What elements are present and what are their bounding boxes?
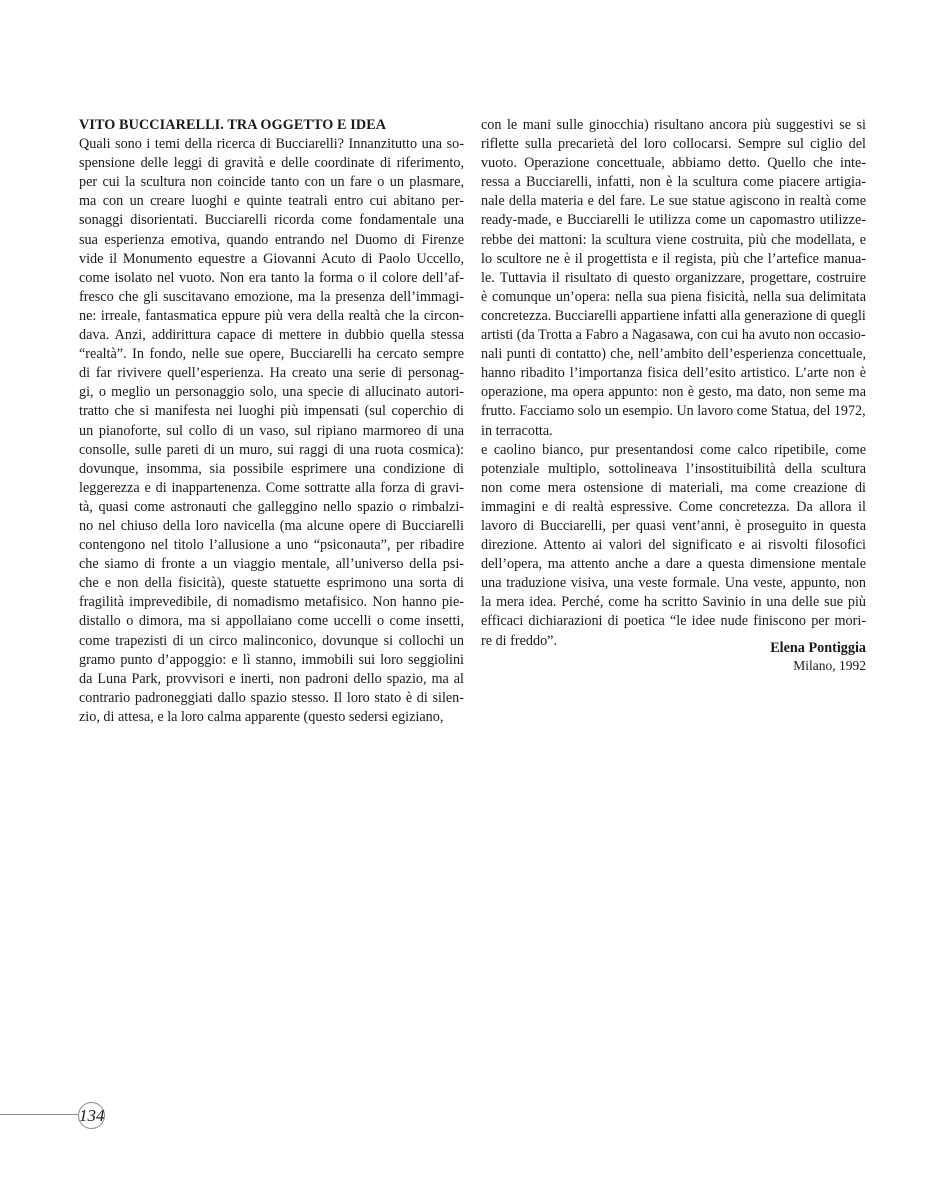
text-line: dava. Anzi, addirittura capace di mettere in dubbio quella stessa <box>79 327 464 344</box>
text-line: contengono nel titolo l’allusione a uno “psiconauta”, per ribadire <box>79 537 464 554</box>
right-column-body <box>481 116 866 651</box>
text-line: ma con un creare luoghi e quinte teatrali entro cui abitano per- <box>79 193 464 210</box>
text-line: leggerezza e di inappartenenza. Come sottratte alla forza di gravi- <box>79 479 464 496</box>
text-line: fresco che gli suscitavano emozione, ma la presenza dell’immagi- <box>79 288 464 305</box>
text-line: tratto che si manifesta nei luoghi più impensati (sul coperchio di <box>79 403 464 420</box>
text-line: per cui la scultura non coincide tanto con un fare o un plasmare, <box>79 174 464 191</box>
text-line: fragilità imprevedibile, di nomadismo metafisico. Non hanno pie- <box>79 594 464 611</box>
text-line: artisti (da Trotta a Fabro a Nagasawa, con cui ha avuto non occasio- <box>481 327 866 344</box>
text-line: gi, o meglio un personaggio solo, una specie di allucinato autori- <box>79 384 464 401</box>
text-line: frutto. Facciamo solo un esempio. Un lavoro come Statua, del 1972, <box>481 403 866 420</box>
text-line: di far rivivere quell’esperienza. Ha creato una serie di personag- <box>79 365 464 382</box>
text-line: “realtà”. In fondo, nelle sue opere, Bucciarelli ha cercato sempre <box>79 346 464 363</box>
text-line: con le mani sulle ginocchia) risultano ancora più suggestivi se si <box>481 117 866 133</box>
page-number: 134 <box>78 1102 105 1129</box>
text-line: zio, di attesa, e la loro calma apparente (questo sedersi egiziano, <box>79 708 444 725</box>
text-line: rebbe dei mattoni: la scultura viene costruita, più che modellata, e <box>481 231 866 248</box>
text-line: è comunque un’opera: nella sua piena fisicità, nella sua delimitata <box>481 288 866 305</box>
text-line: che e non della fisicità), queste statuette esprimono una sorta di <box>79 575 464 592</box>
place-date: Milano, 1992 <box>793 658 866 673</box>
text-line: re di freddo”. <box>481 632 558 649</box>
text-line: ready-made, e Bucciarelli le utilizza come un capomastro utilizze- <box>481 212 866 229</box>
text-line: Quali sono i temi della ricerca di Bucciarelli? Innanzitutto una so- <box>79 136 464 153</box>
text-line: vuoto. Operazione concettuale, abbiamo detto. Quello che inte- <box>481 155 866 172</box>
text-line: nale della materia e del fare. Le sue statue agiscono in realtà come <box>481 193 866 210</box>
text-line: come trapezisti di un circo malinconico, dovunque si collochi un <box>79 632 464 649</box>
left-column-body <box>79 135 464 727</box>
text-line: sonaggi disorientati. Bucciarelli ricorda come fondamentale una <box>79 212 464 229</box>
text-line: distallo o dimora, ma si appollaiano come uccelli o come insetti, <box>79 613 464 630</box>
text-line: non come mera ostensione di materiali, ma come creazione di <box>481 479 866 496</box>
article-title: VITO BUCCIARELLI. TRA OGGETTO E IDEA <box>79 117 387 133</box>
text-line: consolle, sulle pareti di un muro, sui raggi di una ruota cosmica): <box>79 441 464 458</box>
text-line: la mera idea. Perché, come ha scritto Savinio in una delle sue più <box>481 594 866 611</box>
text-line: lo scultore ne è il progettista e il regista, più che l’artefice manua- <box>481 250 866 267</box>
author-name: Elena Pontiggia <box>770 640 866 656</box>
text-line: e caolino bianco, pur presentandosi come calco ripetibile, come <box>481 441 866 458</box>
text-line: in terracotta. <box>481 422 553 439</box>
text-line: le. Tuttavia il risultato di questo organizzare, progettare, costruire <box>481 269 866 286</box>
text-line: ressa a Bucciarelli, infatti, non è la scultura come piacere artigia- <box>481 174 866 191</box>
left-column <box>79 116 464 727</box>
text-line: immagini e di realtà espressive. Come concretezza. Da allora il <box>481 498 866 515</box>
text-line: da Luna Park, provvisori e inerti, non padroni dello spazio, ma al <box>79 670 464 687</box>
text-line: tà, quasi come astronauti che galleggino nello spazio o rimbalzi- <box>79 498 464 515</box>
text-line: dell’opera, ma attento anche a dare a questa dimensione mentale <box>481 556 866 573</box>
text-line: efficaci dichiarazioni di poetica “le idee nude finiscono per mori- <box>481 613 866 630</box>
text-line: operazione, ma opera appunto: non è gesto, ma dato, non seme ma <box>481 384 866 401</box>
text-line: vide il Monumento equestre a Giovanni Acuto di Paolo Uccello, <box>79 250 464 267</box>
text-line: lavoro di Bucciarelli, per quasi vent’anni, è proseguito in questa <box>481 517 866 534</box>
text-line: concretezza. Bucciarelli appartiene infatti alla generazione di quegli <box>481 307 866 324</box>
text-line: come isolato nel vuoto. Non era tanto la forma o il colore dell’af- <box>79 269 464 286</box>
folio-rule <box>0 1114 80 1115</box>
text-line: gramo punto d’appoggio: e lì stanno, immobili sui loro seggiolini <box>79 651 464 668</box>
signature <box>770 640 866 674</box>
text-line: spensione delle leggi di gravità e delle coordinate di riferimento, <box>79 155 464 172</box>
text-line: no nel chiuso della loro navicella (ma alcune opere di Bucciarelli <box>79 517 464 534</box>
text-line: riflette sulla precarietà del loro collocarsi. Sempre sul ciglio del <box>481 136 866 153</box>
text-line: che siamo di fronte a un viaggio mentale, all’universo della psi- <box>79 556 464 573</box>
text-line: contrario padroneggiati dallo spazio stesso. Il loro stato è di silen- <box>79 689 464 706</box>
text-line: nali punti di contatto) che, nell’ambito dell’esperienza concettuale, <box>481 346 866 363</box>
text-line: una traduzione visiva, una veste formale. Una veste, appunto, non <box>481 575 866 592</box>
text-line: potenziale multiplo, sottolineava l’insostituibilità della scultura <box>481 460 866 477</box>
text-line: hanno ribadito l’importanza fisica dell’esito artistico. L’arte non è <box>481 365 866 382</box>
text-line: ne: irreale, fantasmatica eppure più vera della realtà che la circon- <box>79 307 464 324</box>
text-line: dovunque, insomma, sia possibile esprimere una condizione di <box>79 460 464 477</box>
right-column <box>481 116 866 651</box>
text-line: direzione. Attento ai valori del significato e ai risvolti filosofici <box>481 537 866 554</box>
text-line: un pianoforte, sul collo di un vaso, sul ripiano marmoreo di una <box>79 422 464 439</box>
text-line: sua esperienza emotiva, quando entrando nel Duomo di Firenze <box>79 231 464 248</box>
